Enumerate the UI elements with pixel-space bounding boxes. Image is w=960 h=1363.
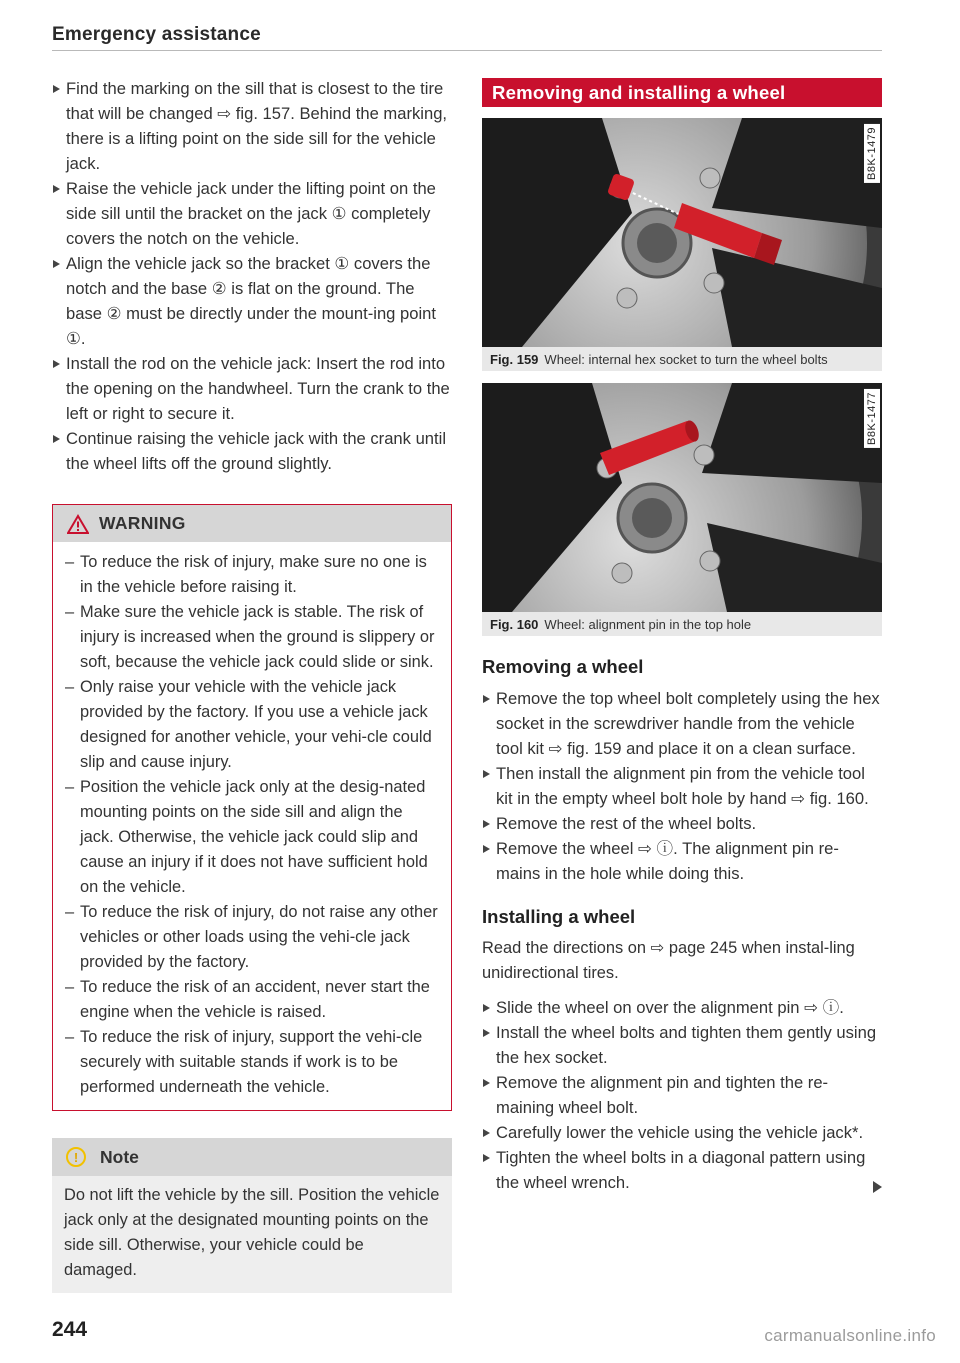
list-item: Remove the top wheel bolt completely using the hex socket in the screwdriver handle from the vehicle tool kit ⇨ fig. 159 and place it on a clean surface. <box>482 686 882 761</box>
figure-caption <box>482 347 882 371</box>
figure-code: B8K-1477 <box>864 389 880 448</box>
list-item: – To reduce the risk of injury, make sure no one is in the vehicle before raising it. <box>65 550 439 600</box>
list-item: – Make sure the vehicle jack is stable. The risk of injury is increased when the ground is slippery or soft, because the vehicle jack could slide or sink. <box>65 600 439 675</box>
removing-heading: Removing a wheel <box>482 656 644 677</box>
note-text: Do not lift the vehicle by the sill. Position the vehicle jack only at the designated mounting points on the side sill. Otherwise, your vehicle could be damaged. <box>64 1186 440 1279</box>
exclamation-circle-icon: ! <box>66 1147 86 1167</box>
list-item: Slide the wheel on over the alignment pin ⇨ ⓘ. <box>482 995 882 1020</box>
note-title: Note <box>100 1146 139 1167</box>
figure-caption-text: Wheel: alignment pin in the top hole <box>544 616 752 632</box>
warning-triangle-icon <box>67 514 89 534</box>
list-item: Remove the alignment pin and tighten the re-maining wheel bolt. <box>482 1070 882 1120</box>
list-item: Tighten the wheel bolts in a diagonal pattern using the wheel wrench. <box>482 1145 882 1195</box>
warning-title: WARNING <box>99 513 186 533</box>
wheel-hex-socket-image <box>482 118 882 347</box>
installing-intro: Read the directions on ⇨ page 245 when instal-ling unidirectional tires. <box>482 939 855 982</box>
list-item: Carefully lower the vehicle using the vehicle jack*. <box>482 1120 882 1145</box>
note-box <box>52 1138 452 1293</box>
installing-steps-list <box>482 995 882 1195</box>
wheel-alignment-pin-image <box>482 383 882 612</box>
list-item: Install the wheel bolts and tighten them gently using the hex socket. <box>482 1020 882 1070</box>
list-item: Remove the rest of the wheel bolts. <box>482 811 882 836</box>
warning-header <box>53 505 451 542</box>
section-title: Removing and installing a wheel <box>482 78 882 107</box>
figure-label: Fig. 160 <box>490 616 539 632</box>
list-item: – To reduce the risk of injury, do not raise any other vehicles or other loads using the vehi-cle jack provided by the factory. <box>65 900 439 975</box>
jack-steps-list <box>52 76 452 476</box>
list-item: Install the rod on the vehicle jack: Insert the rod into the opening on the handwheel. Turn the crank to the left or right to secure it. <box>52 351 452 426</box>
list-item: Raise the vehicle jack under the lifting point on the side sill until the bracket on the jack ① completely covers the notch on the vehicle. <box>52 176 452 251</box>
list-item: – Only raise your vehicle with the vehicle jack provided by the factory. If you use a vehicle jack designed for another vehicle, your vehi-cle could slip and cause injury. <box>65 675 439 775</box>
list-item: Find the marking on the sill that is closest to the tire that will be changed ⇨ fig. 157. Behind the marking, there is a lifting point on the side sill for the vehicle jack. <box>52 76 452 176</box>
list-item: Align the vehicle jack so the bracket ① covers the notch and the base ② is flat on the ground. The base ② must be directly under the mount-ing point ①. <box>52 251 452 351</box>
list-item: Then install the alignment pin from the vehicle tool kit in the empty wheel bolt hole by hand ⇨ fig. 160. <box>482 761 882 811</box>
list-item: – To reduce the risk of injury, support the vehi-cle securely with suitable stands if work is to be performed underneath the vehicle. <box>65 1025 439 1100</box>
warning-box <box>52 504 452 1111</box>
figure-code: B8K-1479 <box>864 124 880 183</box>
watermark: carmanualsonline.info <box>764 1326 936 1345</box>
running-header: Emergency assistance <box>52 24 261 45</box>
figure-caption-text: Wheel: internal hex socket to turn the wheel bolts <box>544 351 828 367</box>
list-item: Continue raising the vehicle jack with the crank until the wheel lifts off the ground slightly. <box>52 426 452 476</box>
continue-arrow-icon <box>873 1181 882 1193</box>
figure-wheel-alignment-pin <box>482 383 882 612</box>
right-column <box>482 78 882 1195</box>
removing-steps-list <box>482 686 882 886</box>
list-item: Remove the wheel ⇨ ⓘ. The alignment pin re-mains in the hole while doing this. <box>482 836 882 886</box>
note-header <box>52 1138 452 1176</box>
header-rule <box>52 50 882 51</box>
figure-caption <box>482 612 882 636</box>
page-number: 244 <box>52 1318 88 1341</box>
list-item: – Position the vehicle jack only at the desig-nated mounting points on the side sill and align the jack. Otherwise, the vehicle jack could slip and cause an injury if it does not have sufficient hold on the vehicle. <box>65 775 439 900</box>
left-column <box>52 76 452 1293</box>
warning-list <box>53 542 451 1110</box>
installing-heading: Installing a wheel <box>482 906 636 927</box>
figure-wheel-hex-socket <box>482 118 882 347</box>
figure-label: Fig. 159 <box>490 351 539 367</box>
list-item: – To reduce the risk of an accident, never start the engine when the vehicle is raised. <box>65 975 439 1025</box>
